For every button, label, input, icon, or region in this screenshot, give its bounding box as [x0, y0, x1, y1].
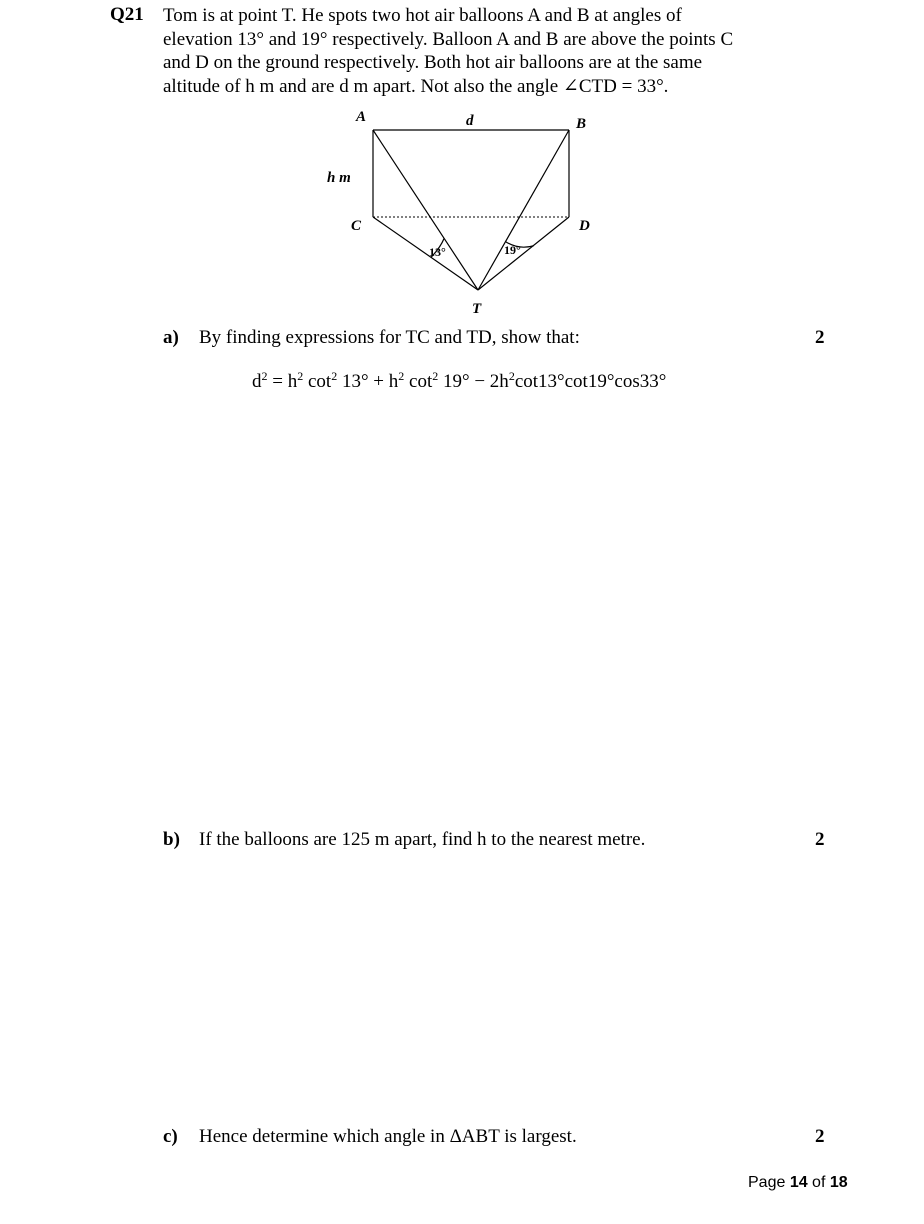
part-a-formula: $d^2 = h^2$ $\cot^2 13^\circ + h^2$ $\cot^2 19^\circ - 2h^2\cot 13^\circ\cot 19^\circ\cos 33^\circ$ [252, 369, 667, 392]
page-total: 18 [829, 1174, 848, 1191]
label-a: A [356, 109, 367, 125]
part-c-marks: 2 [815, 1126, 825, 1147]
label-d-point: D [579, 218, 590, 234]
part-c-letter: c) [163, 1126, 178, 1147]
page-footer: Page 14 of 18 [748, 1174, 848, 1191]
label-c: C [351, 218, 362, 234]
line-bt [478, 130, 569, 290]
line-at [373, 130, 478, 290]
part-b-letter: b) [163, 829, 180, 850]
label-13: 13° [429, 245, 446, 259]
line-ct [373, 217, 478, 290]
page-current: 14 [789, 1174, 808, 1191]
question-line: altitude of h m and are d m apart. Not also the angle ∠CTD = 33°. [163, 75, 669, 97]
part-b-marks: 2 [815, 829, 825, 850]
part-c-text: Hence determine which angle in ΔABT is largest. [199, 1126, 577, 1147]
question-line: elevation 13° and 19° respectively. Balloon A and B are above the points C [163, 28, 734, 50]
label-t: T [472, 301, 482, 317]
part-a-letter: a) [163, 327, 179, 348]
question-number: Q21 [110, 4, 144, 25]
part-a-marks: 2 [815, 327, 825, 348]
line-dt [478, 217, 569, 290]
label-h: h m [327, 170, 351, 186]
question-line: and D on the ground respectively. Both hot air balloons are at the same [163, 52, 703, 73]
label-b: B [576, 116, 587, 132]
label-d: d [466, 113, 474, 129]
question-line: Tom is at point T. He spots two hot air balloons A and B at angles of [163, 5, 682, 26]
balloon-diagram [320, 104, 610, 324]
part-a-text: By finding expressions for TC and TD, show that: [199, 327, 580, 348]
label-19: 19° [504, 243, 521, 257]
question-text [163, 4, 783, 98]
part-b-text: If the balloons are 125 m apart, find h to the nearest metre. [199, 829, 646, 850]
